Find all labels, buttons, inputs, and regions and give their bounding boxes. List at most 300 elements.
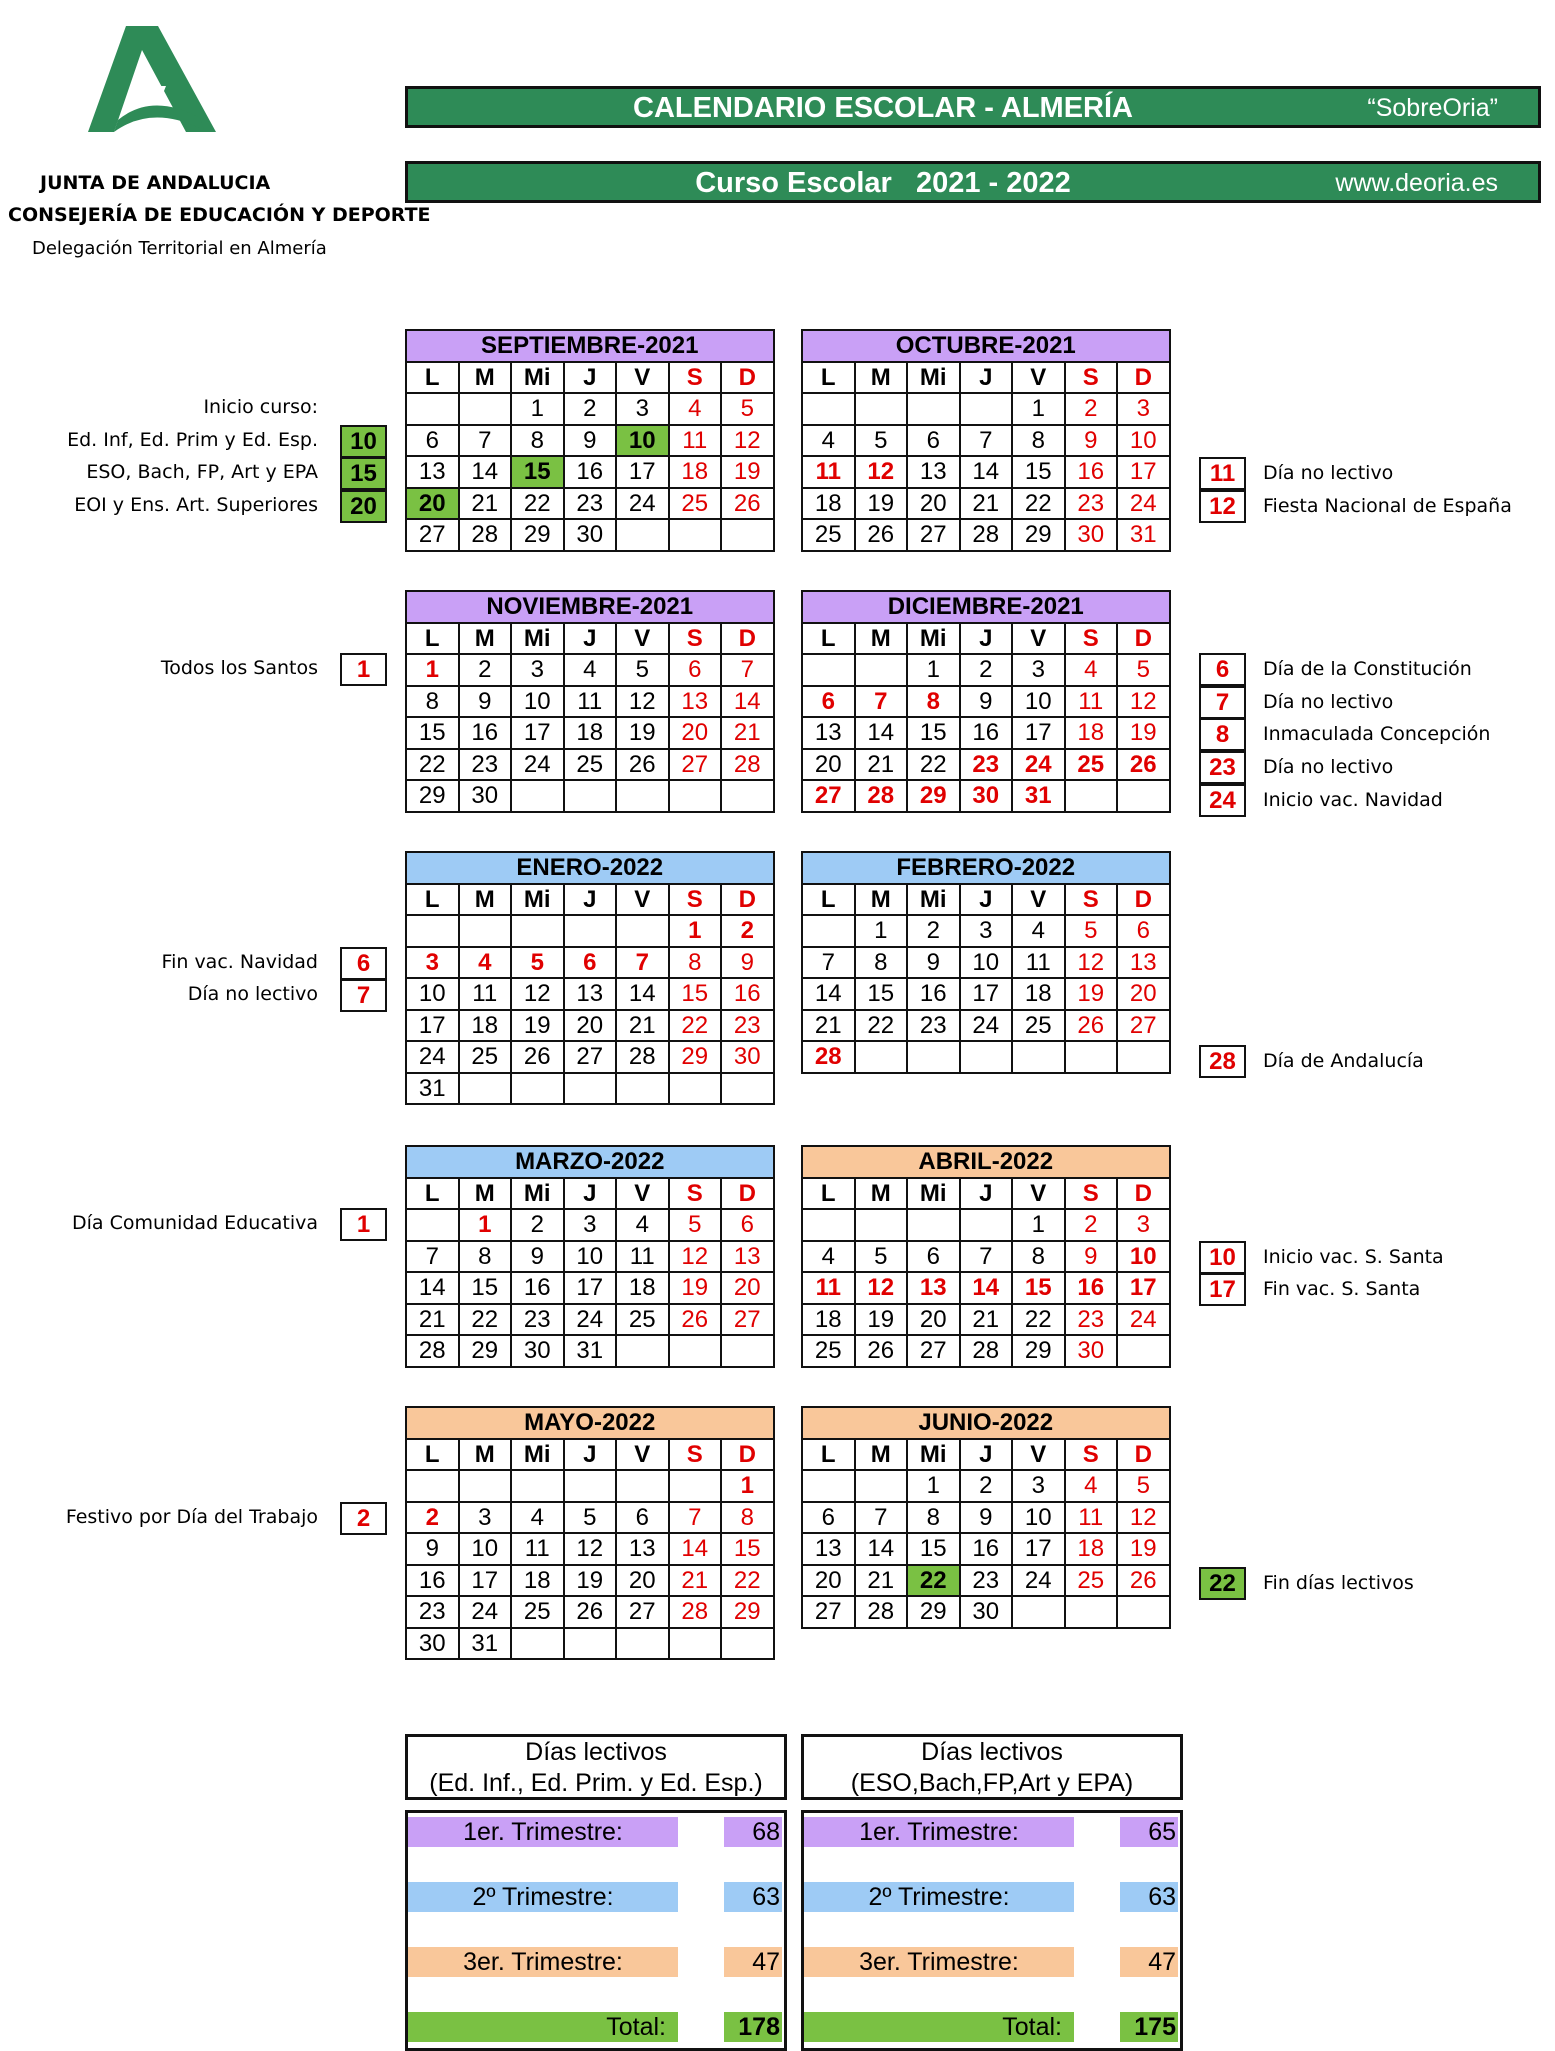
weekday-header: M [855,1178,908,1210]
day-cell: 7 [855,1502,908,1534]
day-cell: 12 [855,1272,908,1304]
day-cell: 29 [669,1041,722,1073]
day-cell: 25 [616,1304,669,1336]
day-cell: 11 [1065,1502,1118,1534]
day-cell: 1 [459,1209,512,1241]
day-cell: 23 [564,488,617,520]
summary-row-total [408,2008,784,2048]
note-day-box: 10 [1199,1241,1246,1274]
empty-cell [511,1628,564,1660]
note-label: Día no lectivo [187,983,318,1006]
note-day-box: 8 [1199,718,1246,751]
day-cell: 13 [907,1272,960,1304]
day-cell: 9 [564,425,617,457]
note-day-box: 11 [1199,457,1246,490]
day-cell: 25 [1065,749,1118,781]
day-cell: 26 [855,519,908,551]
summary-row-t2 [804,1878,1180,1943]
month-title: DICIEMBRE-2021 [802,591,1170,623]
weekday-header: D [1117,1178,1170,1210]
empty-cell [855,654,908,686]
empty-cell [406,1470,459,1502]
empty-cell [511,915,564,947]
day-cell: 16 [907,978,960,1010]
day-cell: 23 [907,1010,960,1042]
day-cell: 22 [511,488,564,520]
day-cell: 21 [960,488,1013,520]
day-cell: 20 [721,1272,774,1304]
day-cell: 2 [721,915,774,947]
empty-cell [616,780,669,812]
weekday-header: J [564,362,617,394]
day-cell: 28 [960,1335,1013,1367]
day-cell: 21 [855,749,908,781]
day-cell: 29 [459,1335,512,1367]
empty-cell [907,1209,960,1241]
day-cell: 15 [907,1533,960,1565]
day-cell: 24 [1117,488,1170,520]
weekday-header: V [1012,623,1065,655]
day-cell: 7 [721,654,774,686]
month-calendar [801,1145,1171,1368]
day-cell: 14 [802,978,855,1010]
empty-cell [802,1209,855,1241]
weekday-header: M [459,362,512,394]
day-cell: 16 [1065,456,1118,488]
day-cell: 1 [907,654,960,686]
title-banner [405,86,1541,128]
note-label: Día Comunidad Educativa [72,1212,318,1234]
summary-row-t3 [804,1943,1180,2008]
day-cell: 3 [1117,393,1170,425]
weekday-header: Mi [511,1178,564,1210]
day-cell: 16 [960,1533,1013,1565]
trimester-label: 1er. Trimestre: [408,1817,678,1847]
weekday-header: Mi [511,623,564,655]
day-cell: 25 [669,488,722,520]
day-cell: 2 [960,654,1013,686]
weekday-header: D [721,1439,774,1471]
day-cell: 5 [721,393,774,425]
day-cell: 1 [511,393,564,425]
note-label: Día de la Constitución [1263,658,1472,680]
trimester-label: 3er. Trimestre: [804,1947,1074,1977]
summary-heading-line1: Días lectivos [921,1738,1063,1766]
note-label: Día no lectivo [1263,756,1394,779]
day-cell: 1 [721,1470,774,1502]
day-cell: 5 [855,1241,908,1273]
day-cell: 22 [1012,1304,1065,1336]
day-cell: 5 [1117,654,1170,686]
weekday-header: V [616,1439,669,1471]
empty-cell [1065,1041,1118,1073]
day-cell: 3 [1117,1209,1170,1241]
day-cell: 13 [721,1241,774,1273]
empty-cell [960,393,1013,425]
weekday-header: M [855,1439,908,1471]
weekday-header: D [1117,362,1170,394]
trimester-value: 65 [1120,1817,1178,1847]
day-cell: 17 [1117,1272,1170,1304]
day-cell: 12 [669,1241,722,1273]
day-cell: 12 [1065,947,1118,979]
note-label: Día de Andalucía [1263,1049,1424,1072]
trimester-label: 1er. Trimestre: [804,1817,1074,1847]
day-cell: 12 [721,425,774,457]
note-label: EOI y Ens. Art. Superiores [74,494,318,517]
day-cell: 18 [802,488,855,520]
weekday-header: Mi [511,362,564,394]
note-day-box: 7 [1199,686,1246,719]
day-cell: 2 [907,915,960,947]
day-cell: 10 [1012,1502,1065,1534]
day-cell: 9 [459,686,512,718]
month-calendar [801,851,1171,1074]
empty-cell [616,519,669,551]
day-cell: 14 [459,456,512,488]
trimester-value: 47 [724,1947,782,1977]
day-cell: 14 [960,1272,1013,1304]
day-cell: 27 [802,1596,855,1628]
weekday-header: Mi [511,1439,564,1471]
day-cell: 17 [564,1272,617,1304]
empty-cell [459,1470,512,1502]
day-cell: 21 [721,717,774,749]
day-cell: 12 [564,1533,617,1565]
day-cell: 15 [1012,1272,1065,1304]
month-calendar [405,1145,775,1368]
day-cell: 14 [855,717,908,749]
day-cell: 15 [721,1533,774,1565]
day-cell: 4 [1065,1470,1118,1502]
empty-cell [564,1073,617,1105]
day-cell: 29 [406,780,459,812]
org-department: CONSEJERÍA DE EDUCACIÓN Y DEPORTE [8,204,431,226]
day-cell: 9 [960,1502,1013,1534]
month-calendar [801,1406,1171,1629]
empty-cell [564,780,617,812]
day-cell: 11 [511,1533,564,1565]
weekday-header: D [1117,623,1170,655]
empty-cell [669,519,722,551]
day-cell: 4 [511,1502,564,1534]
note-day-box: 28 [1199,1045,1246,1078]
note-day-box: 24 [1199,784,1246,817]
day-cell: 23 [406,1596,459,1628]
subtitle-banner [405,161,1541,203]
day-cell: 18 [511,1565,564,1597]
day-cell: 1 [855,915,908,947]
day-cell: 2 [1065,393,1118,425]
summary-heading-primaria [405,1734,787,1800]
day-cell: 1 [1012,393,1065,425]
empty-cell [669,780,722,812]
day-cell: 7 [960,425,1013,457]
month-title: OCTUBRE-2021 [802,330,1170,362]
weekday-header: Mi [907,362,960,394]
day-cell: 18 [1065,717,1118,749]
note-label: Todos los Santos [160,657,318,679]
weekday-header: S [669,362,722,394]
day-cell: 7 [855,686,908,718]
day-cell: 18 [1012,978,1065,1010]
day-cell: 6 [907,425,960,457]
day-cell: 28 [669,1596,722,1628]
day-cell: 12 [855,456,908,488]
trimester-value: 47 [1120,1947,1178,1977]
note-day-box: 6 [340,947,387,980]
day-cell: 4 [1065,654,1118,686]
day-cell: 15 [855,978,908,1010]
day-cell: 2 [1065,1209,1118,1241]
day-cell: 19 [1117,717,1170,749]
weekday-header: L [802,623,855,655]
day-cell: 17 [1012,717,1065,749]
empty-cell [855,393,908,425]
day-cell: 28 [721,749,774,781]
weekday-header: Mi [907,623,960,655]
empty-cell [802,393,855,425]
empty-cell [406,1209,459,1241]
month-calendar [405,851,775,1105]
inicio-curso-label: Inicio curso: [203,395,318,418]
day-cell: 3 [1012,1470,1065,1502]
weekday-header: M [855,362,908,394]
day-cell: 24 [511,749,564,781]
day-cell: 7 [960,1241,1013,1273]
day-cell: 27 [616,1596,669,1628]
trimester-value: 68 [724,1817,782,1847]
note-label: Día no lectivo [1263,690,1394,713]
day-cell: 2 [960,1470,1013,1502]
empty-cell [669,1628,722,1660]
note-day-box: 10 [340,425,387,458]
day-cell: 12 [1117,686,1170,718]
weekday-header: J [564,1439,617,1471]
month-title: ENERO-2022 [406,852,774,884]
day-cell: 23 [1065,1304,1118,1336]
weekday-header: S [669,1178,722,1210]
summary-heading-line1: Días lectivos [525,1738,667,1766]
day-cell: 25 [1012,1010,1065,1042]
empty-cell [616,915,669,947]
day-cell: 20 [1117,978,1170,1010]
day-cell: 22 [855,1010,908,1042]
day-cell: 8 [721,1502,774,1534]
weekday-header: V [616,623,669,655]
empty-cell [907,1041,960,1073]
note-label: Fin días lectivos [1263,1572,1414,1595]
weekday-header: S [669,1439,722,1471]
day-cell: 31 [1117,519,1170,551]
day-cell: 8 [907,1502,960,1534]
day-cell: 14 [721,686,774,718]
day-cell: 16 [721,978,774,1010]
day-cell: 25 [802,519,855,551]
empty-cell [721,1335,774,1367]
day-cell: 8 [459,1241,512,1273]
empty-cell [802,1470,855,1502]
empty-cell [406,393,459,425]
note-label: Inicio vac. Navidad [1263,788,1443,811]
empty-cell [564,1470,617,1502]
day-cell: 18 [669,456,722,488]
weekday-header: V [616,884,669,916]
weekday-header: V [616,362,669,394]
weekday-header: D [721,362,774,394]
weekday-header: M [855,623,908,655]
weekday-header: D [721,1178,774,1210]
empty-cell [564,915,617,947]
empty-cell [802,654,855,686]
empty-cell [721,780,774,812]
day-cell: 14 [855,1533,908,1565]
day-cell: 16 [406,1565,459,1597]
day-cell: 1 [1012,1209,1065,1241]
day-cell: 11 [616,1241,669,1273]
day-cell: 26 [1117,749,1170,781]
empty-cell [960,1209,1013,1241]
day-cell: 19 [721,456,774,488]
day-cell: 5 [1065,915,1118,947]
day-cell: 19 [1065,978,1118,1010]
day-cell: 17 [1012,1533,1065,1565]
day-cell: 1 [406,654,459,686]
note-label: ESO, Bach, FP, Art y EPA [86,461,318,484]
day-cell: 22 [721,1565,774,1597]
day-cell: 6 [406,425,459,457]
day-cell: 21 [406,1304,459,1336]
day-cell: 26 [1065,1010,1118,1042]
empty-cell [669,1335,722,1367]
month-calendar [405,1406,775,1660]
day-cell: 21 [669,1565,722,1597]
day-cell: 24 [960,1010,1013,1042]
weekday-header: J [564,623,617,655]
day-cell: 9 [907,947,960,979]
day-cell: 5 [564,1502,617,1534]
day-cell: 6 [802,1502,855,1534]
day-cell: 3 [1012,654,1065,686]
weekday-header: M [459,1178,512,1210]
weekday-header: S [669,884,722,916]
day-cell: 27 [406,519,459,551]
day-cell: 6 [616,1502,669,1534]
website-link[interactable]: www.deoria.es [1335,169,1498,197]
weekday-header: Mi [907,1439,960,1471]
empty-cell [616,1335,669,1367]
month-calendar [405,590,775,813]
day-cell: 20 [907,1304,960,1336]
day-cell: 3 [564,1209,617,1241]
day-cell: 28 [855,1596,908,1628]
day-cell: 11 [669,425,722,457]
weekday-header: J [960,1439,1013,1471]
month-title: JUNIO-2022 [802,1407,1170,1439]
weekday-header: J [960,1178,1013,1210]
day-cell: 7 [669,1502,722,1534]
weekday-header: S [1065,1178,1118,1210]
month-title: MAYO-2022 [406,1407,774,1439]
weekday-header: L [802,884,855,916]
note-day-box: 20 [340,490,387,523]
day-cell: 30 [1065,1335,1118,1367]
empty-cell [721,1073,774,1105]
empty-cell [1117,780,1170,812]
day-cell: 18 [616,1272,669,1304]
title-tag: “SobreOria” [1367,94,1498,122]
day-cell: 23 [1065,488,1118,520]
day-cell: 9 [1065,425,1118,457]
day-cell: 2 [406,1502,459,1534]
empty-cell [855,1041,908,1073]
weekday-header: L [406,362,459,394]
day-cell: 8 [511,425,564,457]
day-cell: 17 [459,1565,512,1597]
day-cell: 14 [669,1533,722,1565]
day-cell: 25 [459,1041,512,1073]
day-cell: 10 [616,425,669,457]
day-cell: 27 [907,1335,960,1367]
summary-table-secundaria [801,1810,1183,2051]
day-cell: 14 [616,978,669,1010]
day-cell: 10 [459,1533,512,1565]
day-cell: 5 [1117,1470,1170,1502]
day-cell: 4 [669,393,722,425]
day-cell: 4 [1012,915,1065,947]
weekday-header: M [855,884,908,916]
month-title: ABRIL-2022 [802,1146,1170,1178]
day-cell: 3 [459,1502,512,1534]
total-value: 175 [1120,2012,1178,2042]
day-cell: 11 [459,978,512,1010]
day-cell: 20 [564,1010,617,1042]
day-cell: 21 [960,1304,1013,1336]
summary-heading-line2: (ESO,Bach,FP,Art y EPA) [850,1769,1134,1797]
summary-row-t3 [408,1943,784,2008]
total-label: Total: [804,2012,1074,2042]
day-cell: 1 [907,1470,960,1502]
day-cell: 24 [616,488,669,520]
day-cell: 16 [960,717,1013,749]
summary-heading-line2: (Ed. Inf., Ed. Prim. y Ed. Esp.) [429,1769,763,1797]
day-cell: 18 [564,717,617,749]
day-cell: 23 [459,749,512,781]
weekday-header: D [721,884,774,916]
summary-row-t1 [804,1813,1180,1878]
day-cell: 8 [406,686,459,718]
day-cell: 19 [1117,1533,1170,1565]
day-cell: 16 [511,1272,564,1304]
weekday-header: L [406,884,459,916]
summary-row-t2 [408,1878,784,1943]
day-cell: 29 [907,1596,960,1628]
day-cell: 15 [669,978,722,1010]
day-cell: 22 [459,1304,512,1336]
day-cell: 31 [564,1335,617,1367]
day-cell: 27 [907,519,960,551]
day-cell: 29 [1012,1335,1065,1367]
weekday-header: J [960,623,1013,655]
trimester-value: 63 [1120,1882,1178,1912]
weekday-header: S [1065,1439,1118,1471]
day-cell: 13 [616,1533,669,1565]
day-cell: 30 [960,1596,1013,1628]
day-cell: 3 [406,947,459,979]
day-cell: 9 [721,947,774,979]
day-cell: 10 [564,1241,617,1273]
day-cell: 4 [802,425,855,457]
